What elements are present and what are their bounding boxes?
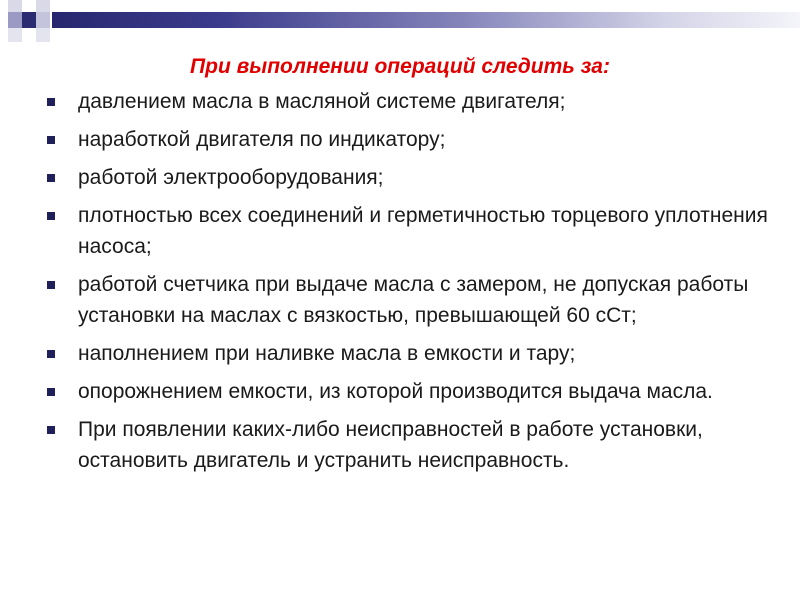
list-item — [40, 338, 780, 369]
square-bullet-icon — [47, 98, 55, 106]
square-bullet-icon — [47, 136, 55, 144]
square-bullet-icon — [47, 388, 55, 396]
list-item — [40, 200, 780, 262]
list-item — [40, 162, 780, 193]
square-bullet-icon — [47, 426, 55, 434]
square-bullet-icon — [47, 174, 55, 182]
list-item — [40, 124, 780, 155]
square-bullet-icon — [47, 281, 55, 289]
list-item-text: опорожнением емкости, из которой производится выдача масла. — [78, 380, 713, 403]
list-item-text: наполнением при наливке масла в емкости и тару; — [78, 342, 576, 365]
list-item — [40, 414, 780, 476]
list-item-text: работой счетчика при выдаче масла с замером, не допуская работы установки на маслах с вязкостью, превышающей 60 сСт; — [78, 273, 749, 327]
bullet-list — [40, 86, 780, 483]
list-item — [40, 376, 780, 407]
list-item-text: давлением масла в масляной системе двигателя; — [78, 90, 566, 113]
list-item-text: наработкой двигателя по индикатору; — [78, 128, 446, 151]
square-bullet-icon — [47, 350, 55, 358]
slide-title: При выполнении операций следить за: — [190, 55, 610, 78]
list-item-text: При появлении каких-либо неисправностей в работе установки, остановить двигатель и устранить неисправность. — [78, 418, 703, 472]
header-band — [52, 12, 800, 28]
list-item — [40, 86, 780, 117]
list-item — [40, 269, 780, 331]
list-item-text: работой электрооборудования; — [78, 166, 384, 189]
list-item-text: плотностью всех соединений и герметичностью торцевого уплотнения насоса; — [78, 204, 768, 258]
square-bullet-icon — [47, 212, 55, 220]
